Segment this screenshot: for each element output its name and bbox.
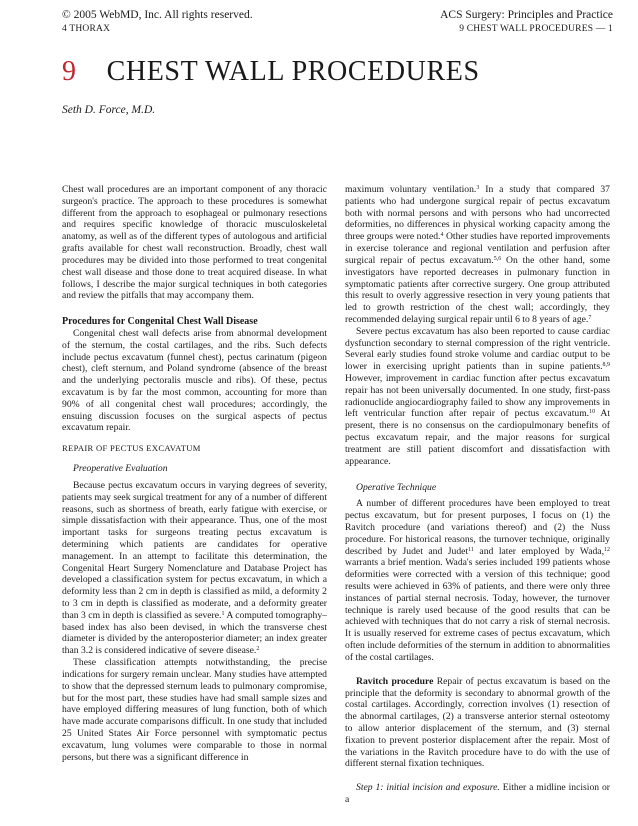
cardiac-paragraph: Severe pectus excavatum has also been reported to cause cardiac dysfunction secondary to sternal compression of the right ventricle. Several early studies found stroke volume and cardiac output to be lower in exercising upright patients than in supine patients.$^{8,9}$ However, improvement in cardiac function after pectus excavatum repair has not been universally documented. In one study, first-pass radionuclide angiocardiography failed to show any improvements in left ventricular function after repair of pectus excavatum.$^{10}$ At present, there is no consensus on the cardiopulmonary benefits of pectus excavatum repair, and the major reasons for surgical treatment are still patient discomfort and dissatisfaction with appearance. — [345, 325, 611, 467]
chapter-title-text: CHEST WALL PROCEDURES — [106, 56, 480, 87]
right-column — [345, 184, 610, 806]
ref-2: 2 — [256, 646, 260, 653]
chapter-title — [62, 56, 480, 88]
running-header-left — [62, 8, 253, 36]
ref-4: 4 — [440, 232, 444, 239]
ravitch-paragraph: Ravitch procedure Repair of pectus excavatum is based on the principle that the deformity is secondary to abnormal growth of the costal cartilages. Accordingly, correction involves (1) resection of the abnormal cartilages, (2) a transverse anterior sternal osteotomy to allow anterior displacement of the sternum, and (3) sternal fixation to prevent posterior displacement after the repair. Most of the variations in the Ravitch procedure have to do with the use of different sternal fixation techniques. — [345, 675, 610, 770]
evaluation-paragraph-1: Because pectus excavatum occurs in varying degrees of severity, patients may seek surgical treatment for any of a number of different reasons, such as shortness of breath, early fatigue with exercise, or simple dissatisfaction with their appearance. Thus, one of the most important tasks for surgeons treating pectus excavatum is determining which patients are candidates for operative management. In an attempt to facilitate this determination, the Congenital Heart Surgery Nomenclature and Database Project has developed a classification system for pectus excavatum, in which a deformity less than 2 cm in depth is classified as mild, a deformity 2 to 3 cm in depth is classified as moderate, and a deformity greater than 3 cm in depth is classified as severe.$^1$ A computed tomography–based index has also been devised, in which the transverse chest diameter is divided by the anteroposterior diameter; an index greater than 3.2 is considered indicative of severe disease.$^2$ — [62, 479, 327, 657]
ref-12: 12 — [604, 546, 610, 553]
section-heading: Procedures for Congenital Chest Wall Disease — [62, 316, 258, 328]
chapter-page-label: 9 CHEST WALL PROCEDURES — 1 — [459, 24, 613, 34]
ref-5-6: 5,6 — [493, 255, 502, 262]
section-label: 4 THORAX — [62, 24, 111, 34]
chapter-number: 9 — [62, 56, 77, 87]
running-header-right — [440, 8, 613, 36]
sub-heading-preoperative: Preoperative Evaluation — [73, 463, 168, 475]
ref-7: 7 — [588, 314, 592, 321]
subsection-heading: REPAIR OF PECTUS EXCAVATUM — [62, 443, 201, 454]
ref-8-9: 8,9 — [602, 362, 610, 369]
copyright-line: © 2005 WebMD, Inc. All rights reserved. — [62, 9, 253, 21]
ref-1: 1 — [221, 610, 225, 617]
ref-3: 3 — [476, 185, 480, 191]
ref-11: 11 — [468, 546, 474, 553]
step1-paragraph: Step 1: initial incision and exposure. Either a midline incision or a — [345, 782, 610, 805]
continuation-paragraph: maximum voluntary ventilation.$^3$ In a study that compared 37 patients who had undergone surgical repair of pectus excavatum both with normal persons and with persons who had uncorrected deformities, no differences in physical working capacity among the three groups were noted.$^4$ Other studies have reported improvements in exercise tolerance and regional ventilation and perfusion after surgical repair of pectus excavatum.$^{5,6}$ On the other hand, some investigators have reported decreases in pulmonary function in symptomatic patients after corrective surgery. One group attributed this result to overly aggressive resection in very young patients that led to growth restriction of the chest wall; accordingly, they recommended delaying surgical repair until 6 to 8 years of age.$^7$ — [345, 184, 611, 325]
intro-paragraph: Chest wall procedures are an important component of any thoracic surgeon's practice. The approach to these procedures is somewhat different from the approach to esophageal or pulmonary resections and requires specific knowledge of thoracic musculoskeletal anatomy, as well as of the different types of autologous and artificial grafts available for chest wall reconstruction. Broadly, chest wall procedures may be divided into those performed to treat congenital chest wall disease and those done to treat acquired disease. In what follows, I describe the major surgical techniques in both categories and review the pitfalls that may accompany them. — [62, 184, 327, 302]
left-column — [62, 184, 327, 763]
technique-paragraph: A number of different procedures have been employed to treat pectus excavatum, but for present purposes, I focus on (1) the Ravitch procedure (and variations thereof) and (2) the Nuss procedure. For historical reasons, the turnover technique, originally described by Judet and Judet$^{11}$ and later employed by Wada,$^{12}$ warrants a brief mention. Wada's series included 199 patients whose deformities were corrected with a version of this technique; good results were achieved in 63% of patients, and there were only three instances of partial sternal necrosis. Today, however, the turnover technique is rarely used because of the good results that can be achieved with techniques that do not carry a risk of sternal necrosis. It is usually reserved for extreme cases of pectus excavatum, which often include deformities of the sternum in addition to abnormalities of the costal cartilages. — [345, 498, 610, 663]
section-paragraph: Congenital chest wall defects arise from abnormal development of the sternum, the costal cartilages, and the ribs. Such defects include pectus excavatum (funnel chest), pectus carinatum (pigeon chest), cleft sternum, and Poland syndrome (absence of the breast and the underlying pectoralis muscle and ribs). Of these, pectus excavatum is by far the most common, accounting for more than 90% of all congenital chest wall procedures; accordingly, the ensuing discussion focuses on the surgical aspects of pectus excavatum repair. — [62, 327, 327, 434]
author-line: Seth D. Force, M.D. — [62, 104, 156, 116]
ref-10: 10 — [589, 409, 596, 416]
evaluation-paragraph-2: These classification attempts notwithstanding, the precise indications for surgery remain unclear. Many studies have attempted to show that the depressed sternum leads to pulmonary compromise, but for the most part, these studies have had small sample sizes and have employed differing measures of lung function, both of which have made accurate comparisons difficult. In one study that included 25 United States Air Force personnel with symptomatic pectus excavatum, lung volumes were comparable to those in normal persons, but there was a significant difference in — [62, 657, 327, 763]
ravitch-heading: Ravitch procedure — [356, 675, 434, 687]
step1-heading: Step 1: initial incision and exposure. — [356, 782, 500, 794]
book-title: ACS Surgery: Principles and Practice — [440, 9, 613, 21]
sub-heading-operative: Operative Technique — [356, 481, 437, 493]
